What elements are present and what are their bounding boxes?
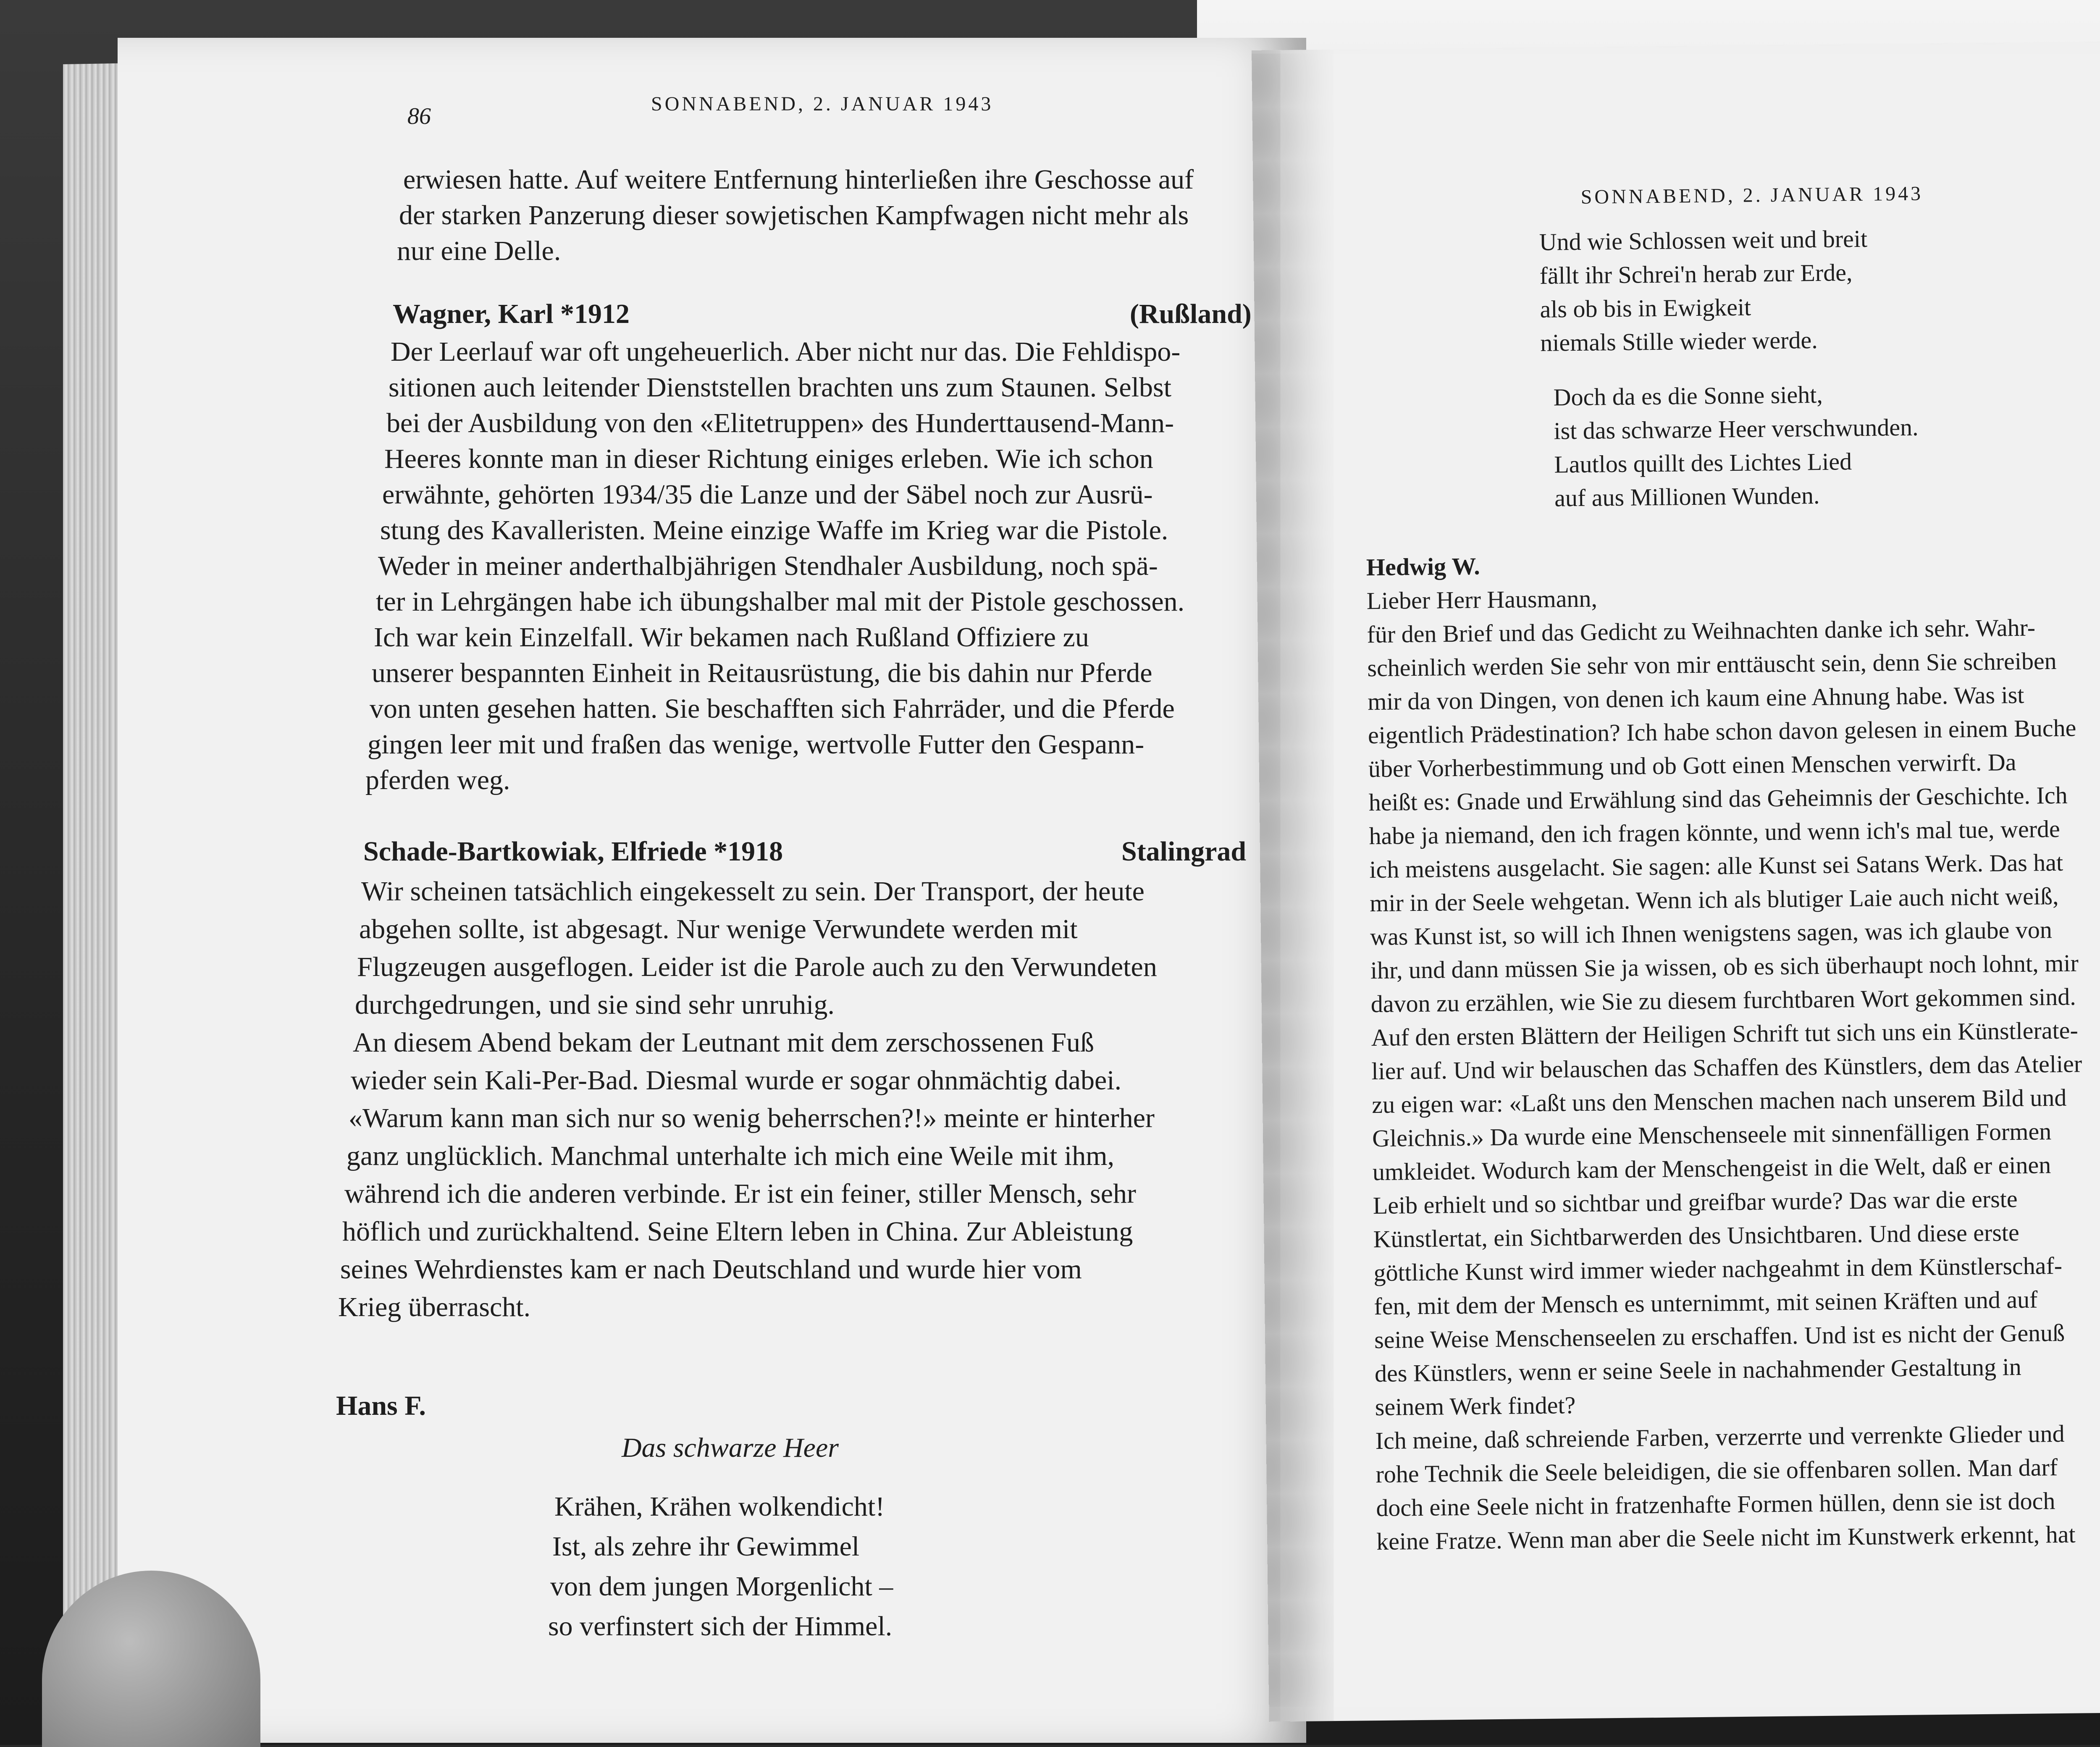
- poem-line: ist das schwarze Heer verschwunden.: [1554, 413, 1919, 445]
- text-line: mir da von Dingen, von denen ich kaum eine Ahnung habe. Was ist: [1367, 681, 2024, 716]
- text-line: umkleidet. Wodurch kam der Menschengeist in die Welt, daß er einen: [1372, 1151, 2051, 1186]
- text-line: Der Leerlauf war oft ungeheuerlich. Aber nicht nur das. Die Fehldispo-: [391, 336, 1181, 367]
- poem-line: Doch da es die Sonne sieht,: [1553, 380, 1823, 411]
- text-line: Gleichnis.» Da wurde eine Menschenseele mit sinnenfälligen Formen: [1372, 1117, 2052, 1152]
- text-line: keine Fratze. Wenn man aber die Seele nicht im Kunstwerk erkennt, hat: [1376, 1520, 2076, 1556]
- text-line: davon zu erzählen, wie Sie zu diesem furchtbaren Wort gekommen sind.: [1370, 983, 2076, 1018]
- text-line: bei der Ausbildung von den «Elitetruppen» des Hunderttausend-Mann-: [386, 408, 1174, 438]
- text-line: seines Wehrdienstes kam er nach Deutschland und wurde hier vom: [340, 1254, 1082, 1285]
- text-line: mir in der Seele wehgetan. Wenn ich als blutiger Laie auch nicht weiß,: [1369, 882, 2059, 917]
- text-line: Flugzeugen ausgeflogen. Leider ist die Parole auch zu den Verwundeten: [357, 952, 1157, 982]
- text-line: höflich und zurückhaltend. Seine Eltern leben in China. Zur Ableistung: [342, 1216, 1133, 1247]
- text-line: ganz unglücklich. Manchmal unterhalte ich mich eine Weile mit ihm,: [346, 1141, 1115, 1171]
- text-line: während ich die anderen verbinde. Er ist ein feiner, stiller Mensch, sehr: [344, 1178, 1136, 1209]
- text-line: ter in Lehrgängen habe ich übungshalber mal mit der Pistole geschossen.: [376, 586, 1185, 617]
- entry-author: Wagner, Karl *1912: [393, 299, 630, 329]
- entry-author: Hedwig W.: [1366, 552, 1480, 581]
- text-line: An diesem Abend bekam der Leutnant mit dem zerschossenen Fuß: [353, 1027, 1095, 1058]
- text-line: doch eine Seele nicht in fratzenhafte Formen hüllen, denn sie ist doch: [1376, 1487, 2055, 1522]
- text-line: Ich meine, daß schreiende Farben, verzerrte und verrenkte Glieder und: [1375, 1419, 2065, 1455]
- poem-line: als ob bis in Ewigkeit: [1540, 293, 1751, 323]
- text-line: Leib erhielt und so sichtbar und greifbar wurde? Das war die erste: [1373, 1185, 2018, 1220]
- poem-title: Das schwarze Heer: [622, 1432, 839, 1463]
- text-line: Heeres konnte man in dieser Richtung einiges erleben. Wie ich schon: [384, 443, 1153, 474]
- poem-line: fällt ihr Schrei'n herab zur Erde,: [1539, 259, 1853, 289]
- text-line: der starken Panzerung dieser sowjetischen Kampfwagen nicht mehr als: [399, 200, 1189, 231]
- text-line: eigentlich Prädestination? Ich habe schon davon gelesen in einem Buche: [1368, 714, 2076, 749]
- text-line: über Vorherbestimmung und ob Gott einen Menschen verwirft. Da: [1368, 748, 2016, 783]
- text-line: ich meistens ausgelacht. Sie sagen: alle Kunst sei Satans Werk. Das hat: [1369, 848, 2063, 884]
- poem-line: so verfinstert sich der Himmel.: [548, 1611, 892, 1642]
- text-line: pferden weg.: [365, 765, 510, 795]
- poem-line: Und wie Schlossen weit und breit: [1539, 225, 1868, 256]
- text-line: heißt es: Gnade und Erwählung sind das Geheimnis der Geschichte. Ich: [1368, 781, 2068, 816]
- text-line: göttliche Kunst wird immer wieder nachgeahmt in dem Künstlerschaf-: [1373, 1251, 2063, 1287]
- text-line: des Künstlers, wenn er seine Seele in nachahmender Gestaltung in: [1374, 1353, 2022, 1388]
- text-line: wieder sein Kali-Per-Bad. Diesmal wurde er sogar ohnmächtig dabei.: [351, 1065, 1122, 1096]
- poem-line: Lautlos quillt des Lichtes Lied: [1554, 448, 1852, 478]
- text-line: Krieg überrascht.: [338, 1292, 531, 1322]
- poem-line: niemals Stille wieder werde.: [1540, 326, 1818, 357]
- text-line: gingen leer mit und fraßen das wenige, wertvolle Futter den Gespann-: [368, 729, 1144, 760]
- text-line: abgehen sollte, ist abgesagt. Nur wenige Verwundete werden mit: [359, 914, 1078, 944]
- text-line: scheinlich werden Sie sehr von mir enttäuscht sein, denn Sie schreiben: [1367, 647, 2057, 682]
- text-line: nur eine Delle.: [397, 236, 561, 266]
- text-line: fen, mit dem der Mensch es unternimmt, mit seinen Kräften und auf: [1373, 1285, 2038, 1320]
- text-line: Auf den ersten Blättern der Heiligen Schrift tut sich uns ein Künstlerate-: [1371, 1016, 2079, 1052]
- poem-line: auf aus Millionen Wunden.: [1554, 481, 1820, 512]
- text-line: «Warum kann man sich nur so wenig beherrschen?!» meinte er hinterher: [349, 1103, 1155, 1133]
- left-page: [118, 38, 1306, 1743]
- right-page: [1252, 38, 2100, 1721]
- text-line: lier auf. Und wir belauschen das Schaffen des Künstlers, dem das Atelier: [1371, 1050, 2082, 1085]
- text-line: habe ja niemand, den ich fragen könnte, und wenn ich's mal tue, werde: [1369, 815, 2061, 850]
- text-line: unserer bespannten Einheit in Reitausrüstung, die bis dahin nur Pferde: [372, 658, 1152, 688]
- running-header: SONNABEND, 2. JANUAR 1943: [651, 93, 994, 115]
- text-line: seine Weise Menschenseelen zu erschaffen. Und ist es nicht der Genuß: [1374, 1319, 2065, 1354]
- text-line: erwähnte, gehörten 1934/35 die Lanze und der Säbel noch zur Ausrü-: [382, 479, 1153, 510]
- text-line: seinem Werk findet?: [1375, 1391, 1576, 1421]
- poem-line: von dem jungen Morgenlicht –: [550, 1571, 893, 1602]
- text-line: ihr, und dann müssen Sie ja wissen, ob es sich überhaupt noch lohnt, mir: [1370, 949, 2079, 984]
- poem-line: Ist, als zehre ihr Gewimmel: [552, 1531, 860, 1562]
- entry-location: (Rußland): [1130, 299, 1252, 329]
- text-line: von unten gesehen hatten. Sie beschafften sich Fahrräder, und die Pferde: [370, 693, 1175, 724]
- running-header: SONNABEND, 2. JANUAR 1943: [1580, 182, 1924, 208]
- text-line: Weder in meiner anderthalbjährigen Stendhaler Ausbildung, noch spä-: [378, 551, 1158, 581]
- text-line: Künstlertat, ein Sichtbarwerden des Unsichtbaren. Und diese erste: [1373, 1219, 2020, 1253]
- text-line: zu eigen war: «Laßt uns den Menschen machen nach unserem Bild und: [1371, 1083, 2067, 1119]
- entry-author: Schade-Bartkowiak, Elfriede *1918: [363, 836, 783, 867]
- text-line: erwiesen hatte. Auf weitere Entfernung hinterließen ihre Geschosse auf: [403, 164, 1194, 195]
- text-line: was Kunst ist, so will ich Ihnen wenigstens sagen, was ich glaube von: [1370, 916, 2053, 951]
- text-line: rohe Technik die Seele beleidigen, die sie offenbaren sollen. Man darf: [1376, 1453, 2058, 1488]
- page-number: 86: [407, 103, 431, 129]
- text-line: stung des Kavalleristen. Meine einzige Waffe im Krieg war die Pistole.: [380, 515, 1168, 546]
- text-line: durchgedrungen, und sie sind sehr unruhig.: [355, 989, 835, 1020]
- text-line: Wir scheinen tatsächlich eingekesselt zu sein. Der Transport, der heute: [361, 876, 1144, 907]
- entry-location: Stalingrad: [1121, 836, 1247, 867]
- text-line: sitionen auch leitender Dienststellen brachten uns zum Staunen. Selbst: [388, 372, 1172, 403]
- text-line: Ich war kein Einzelfall. Wir bekamen nach Rußland Offiziere zu: [374, 622, 1089, 653]
- text-line: für den Brief und das Gedicht zu Weihnachten danke ich sehr. Wahr-: [1367, 614, 2036, 648]
- poem-line: Krähen, Krähen wolkendicht!: [554, 1491, 885, 1522]
- entry-author: Hans F.: [336, 1390, 426, 1421]
- text-line: Lieber Herr Hausmann,: [1366, 585, 1598, 615]
